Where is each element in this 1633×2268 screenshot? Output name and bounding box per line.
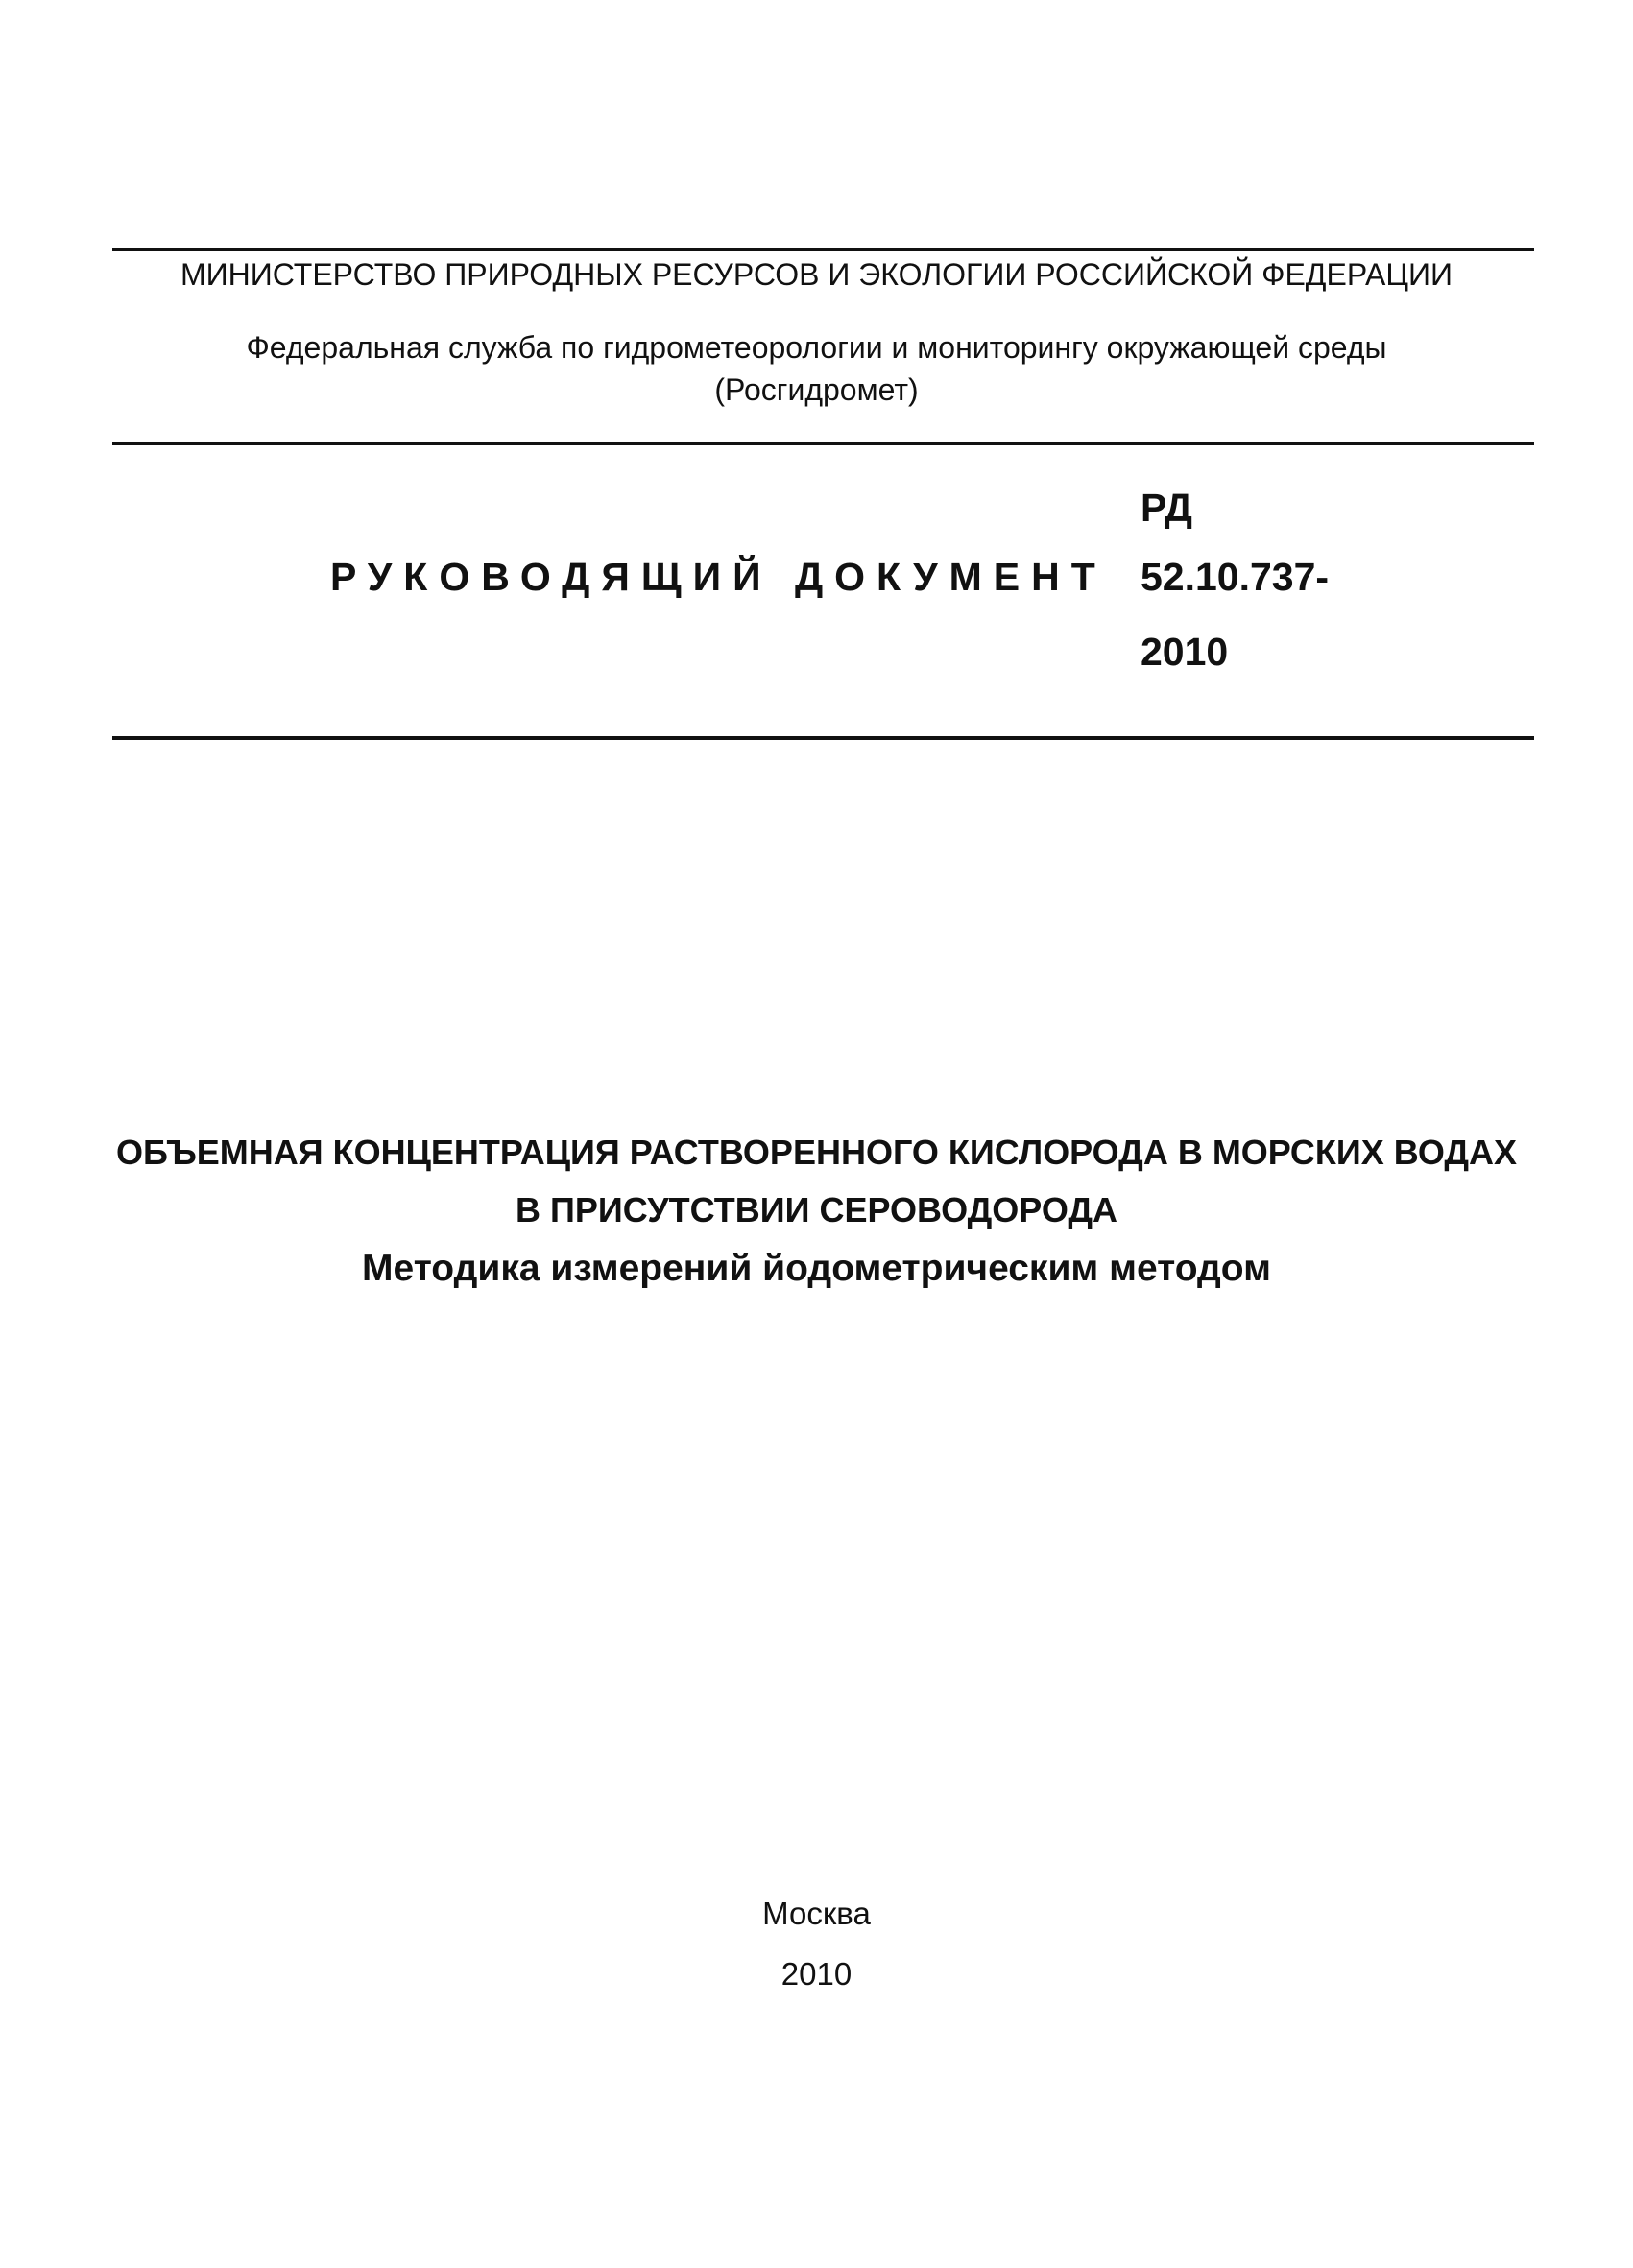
service-short-name: (Росгидромет) <box>714 372 919 407</box>
document-title-line-1: ОБЪЕМНАЯ КОНЦЕНТРАЦИЯ РАСТВОРЕННОГО КИСЛОРОДА В МОРСКИХ ВОДАХ <box>115 1133 1518 1172</box>
document-number-year: 2010 <box>1141 630 1229 674</box>
header-bottom-rule <box>112 442 1534 445</box>
service-name: Федеральная служба по гидрометеорологии и мониторингу окружающей среды <box>246 330 1387 365</box>
document-number-prefix: РД <box>1141 486 1192 530</box>
ministry-name: МИНИСТЕРСТВО ПРИРОДНЫХ РЕСУРСОВ И ЭКОЛОГИИ РОССИЙСКОЙ ФЕДЕРАЦИИ <box>180 257 1453 292</box>
header-top-rule <box>112 248 1534 251</box>
document-id-rule <box>112 736 1534 740</box>
document-number-code: 52.10.737- <box>1141 555 1330 599</box>
publication-year: 2010 <box>780 1956 853 1992</box>
document-subtitle: Методика измерений йодометрическим методом <box>362 1248 1271 1289</box>
publication-city: Москва <box>762 1896 871 1931</box>
document-type: РУКОВОДЯЩИЙ ДОКУМЕНТ <box>330 555 1107 599</box>
document-title-line-2: В ПРИСУТСТВИИ СЕРОВОДОРОДА <box>515 1190 1118 1229</box>
